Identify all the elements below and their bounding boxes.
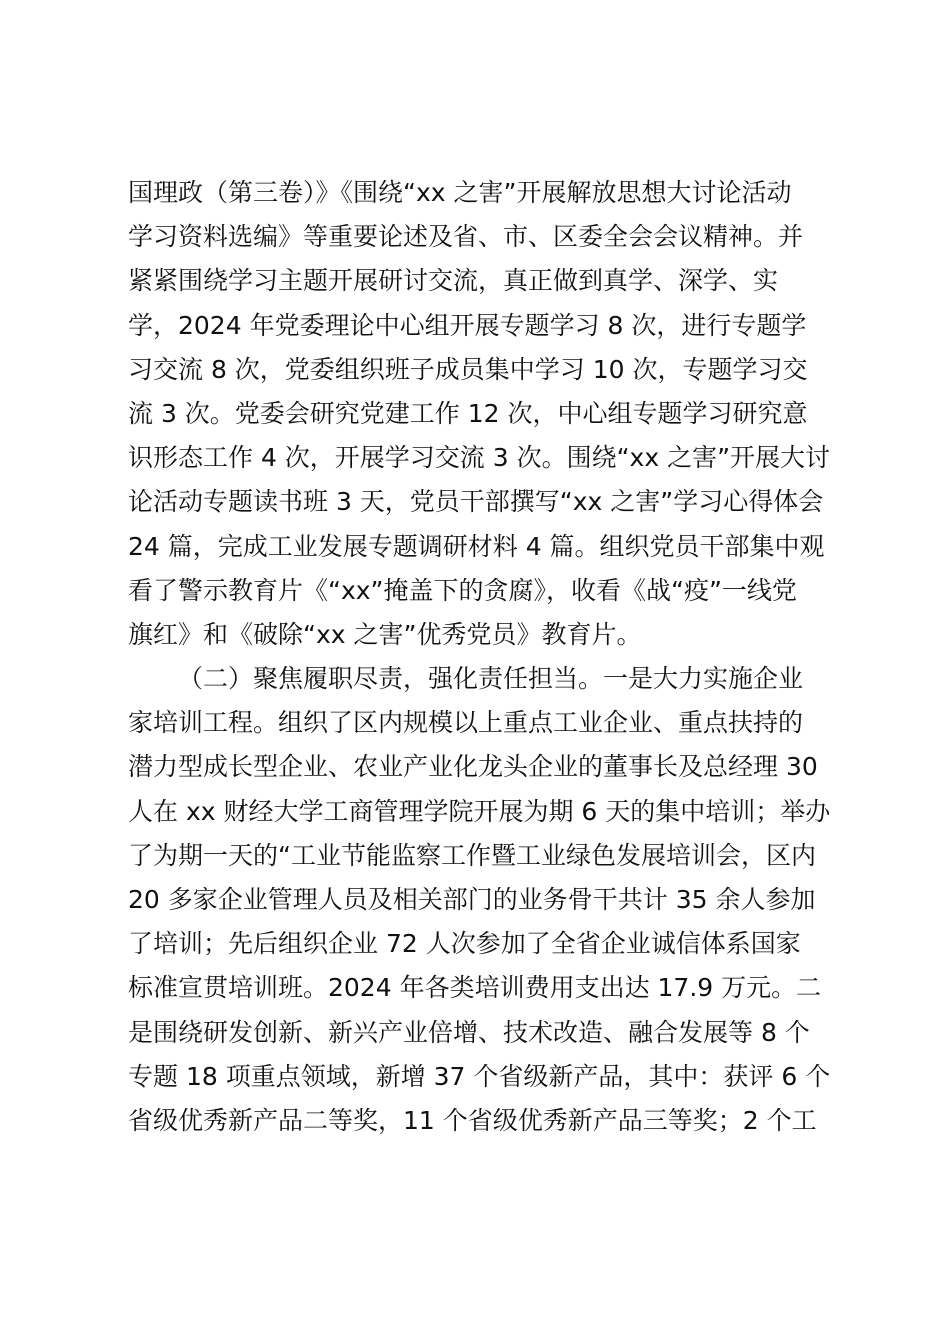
- paragraph-heading-line: （二）聚焦履职尽责，强化责任担当。一是大力实施企业: [178, 664, 804, 694]
- text-line: 标准宣贯培训班。2024 年各类培训费用支出达 17.9 万元。二: [128, 973, 822, 1003]
- text-line: 流 3 次。党委会研究党建工作 12 次，中心组专题学习研究意: [128, 398, 808, 428]
- text-line: 家培训工程。组织了区内规模以上重点工业企业、重点扶持的: [128, 708, 804, 738]
- text-line: 是围绕研发创新、新兴产业倍增、技术改造、融合发展等 8 个: [128, 1017, 810, 1047]
- text-line: 专题 18 项重点领域，新增 37 个省级新产品，其中：获评 6 个: [128, 1061, 831, 1091]
- text-line: 24 篇，完成工业发展专题调研材料 4 篇。组织党员干部集中观: [128, 531, 825, 561]
- text-line: 潜力型成长型企业、农业产业化龙头企业的董事长及总经理 30: [128, 752, 818, 782]
- text-line: 人在 xx 财经大学工商管理学院开展为期 6 天的集中培训；举办: [128, 796, 831, 826]
- text-line: 省级优秀新产品二等奖，11 个省级优秀新产品三等奖；2 个工: [128, 1105, 817, 1135]
- document-body: [128, 171, 831, 1143]
- text-line: 学习资料选编》等重要论述及省、市、区委全会会议精神。并: [128, 222, 804, 252]
- text-line: 识形态工作 4 次，开展学习交流 3 次。围绕“xx 之害”开展大讨: [128, 443, 831, 473]
- text-line: 国理政（第三卷）》《围绕“xx 之害”开展解放思想大讨论活动: [128, 178, 792, 207]
- text-line: 看了警示教育片《“xx”掩盖下的贪腐》，收看《战“疫”一线党: [128, 575, 797, 605]
- text-line: 旗红》和《破除“xx 之害”优秀党员》教育片。: [128, 619, 642, 649]
- text-line: 了为期一天的“工业节能监察工作暨工业绿色发展培训会，区内: [128, 840, 816, 870]
- text-line: 习交流 8 次，党委组织班子成员集中学习 10 次，专题学习交: [128, 354, 808, 384]
- text-line: 学，2024 年党委理论中心组开展专题学习 8 次，进行专题学: [128, 310, 807, 340]
- text-line: 了培训；先后组织企业 72 人次参加了全省企业诚信体系国家: [128, 929, 801, 959]
- text-line: 20 多家企业管理人员及相关部门的业务骨干共计 35 余人参加: [128, 885, 816, 914]
- text-line: 论活动专题读书班 3 天，党员干部撰写“xx 之害”学习心得体会: [128, 487, 824, 517]
- text-line: 紧紧围绕学习主题开展研讨交流，真正做到真学、深学、实: [128, 266, 779, 296]
